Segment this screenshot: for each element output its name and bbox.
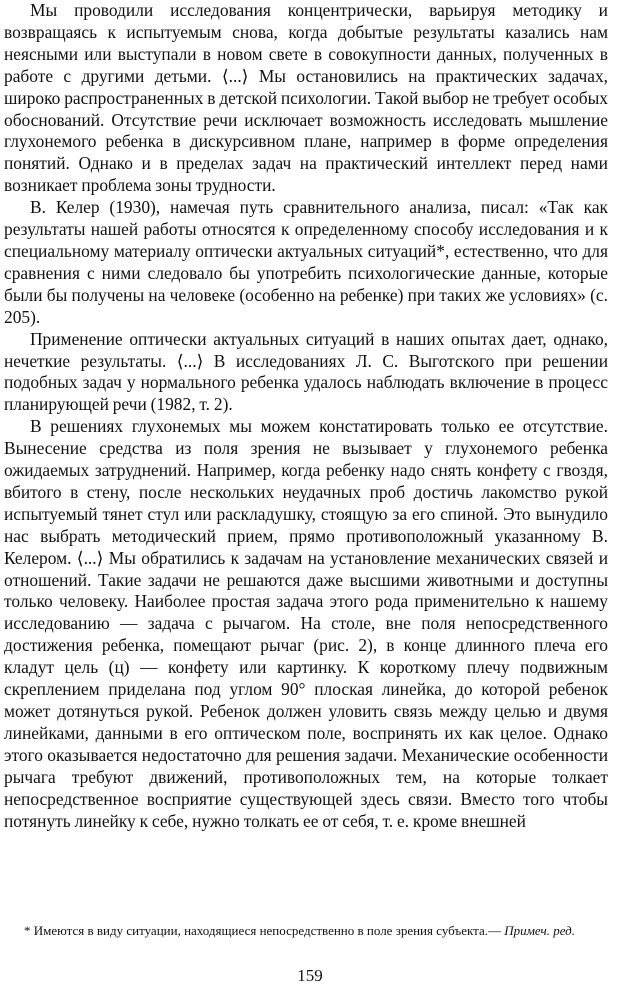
- page-number: 159: [297, 966, 323, 985]
- paragraph-1: Мы проводили исследования концентрически, варьируя методику и возвращаясь к испытуемым снова, когда добытые результаты казались нам неясными или выступали в новом свете в совокупности данных, полученных в работе с другими детьми. ⟨...⟩ Мы остановились на практических задачах, широко распространенных в детской психологии. Такой выбор не требует особых обоснований. Отсутствие речи исключает возможность исследовать мышление глухонемого ребенка в дискурсивном плане, например в форме определения понятий. Однако и в пределах задач на практический интеллект перед нами возникает проблема зоны трудности.: [4, 0, 608, 196]
- page-body: [4, 0, 608, 832]
- paragraph-3: Применение оптически актуальных ситуаций в наших опытах дает, однако, нечеткие результаты. ⟨...⟩ В исследованиях Л. С. Выготского при решении подобных задач у нормального ребенка удалось наблюдать включение в процесс планирующей речи (1982, т. 2).: [4, 328, 608, 415]
- footnote-editor-note: Примеч. ред.: [504, 923, 575, 938]
- footnote-text: * Имеются в виду ситуации, находящиеся непосредственно в поле зрения субъекта.—: [24, 923, 501, 938]
- footnote: [4, 922, 604, 939]
- paragraph-4: В решениях глухонемых мы можем констатировать только ее отсутствие. Вынесение средства из поля зрения не вызывает у глухонемого ребенка ожидаемых затруднений. Например, когда ребенку надо снять конфету с гвоздя, вбитого в стену, после нескольких неудачных проб достичь лакомство рукой испытуемый тянет стул или раскладушку, стоящую за его спиной. Это вынудило нас выбрать методический прием, прямо противоположный указанному В. Келером. ⟨...⟩ Мы обратились к задачам на установление механических связей и отношений. Такие задачи не решаются даже высшими животными и доступны только человеку. Наиболее простая задача этого рода применительно к нашему исследованию — задача с рычагом. На столе, вне поля непосредственного достижения ребенка, помещают рычаг (рис. 2), в конце длинного плеча его кладут цель (ц) — конфету или картинку. К короткому плечу подвижным скреплением приделана под углом 90° плоская линейка, до которой ребенок может дотянуться рукой. Ребенок должен уловить связь между целью и двумя линейками, данными в его оптическом поле, воспринять их как целое. Однако этого оказывается недостаточно для решения задачи. Механические особенности рычага требуют движений, противоположных тем, на которые толкает непосредственное восприятие существующей здесь связи. Вместо того чтобы потянуть линейку к себе, нужно толкать ее от себя, т. е. кроме внешней: [4, 416, 608, 831]
- paragraph-2: В. Келер (1930), намечая путь сравнительного анализа, писал: «Так как результаты нашей работы относятся к определенному способу исследования и к специальному материалу оптически актуальных ситуаций*, естественно, что для сравнения с ними следовало бы употребить психологические данные, которые были бы получены на человеке (особенно на ребенке) при таких же условиях» (с. 205).: [4, 197, 608, 327]
